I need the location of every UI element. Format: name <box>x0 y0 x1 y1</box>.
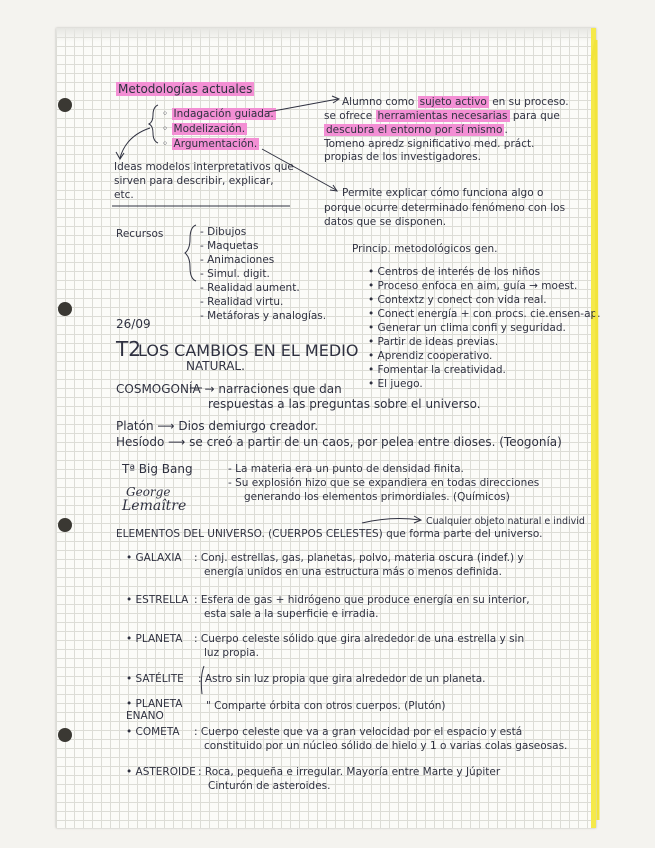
recurso-item: - Metáforas y analogías. <box>200 310 327 322</box>
cuerpo-desc: : Cuerpo celeste sólido que gira alrededor de una estrella y sin <box>194 633 525 645</box>
cuerpo-desc: : Conj. estrellas, gas, planetas, polvo, materia oscura (indef.) y <box>194 552 524 564</box>
recursos-label: Recursos <box>116 228 164 240</box>
platon-line: Platón ⟶ Dios demiurgo creador. <box>116 419 319 433</box>
bigbang-label: Tª Big Bang <box>122 462 193 476</box>
alumno-highlight: descubra el entorno por sí mismo <box>326 124 503 136</box>
bigbang-line: generando los elementos primordiales. (Químicos) <box>244 491 510 503</box>
principio-item: • Contextz y conect con vida real. <box>368 294 547 306</box>
recurso-item: - Realidad aument. <box>200 282 300 294</box>
alumno-line-1 <box>342 96 569 108</box>
bullet-glyph: ◦ <box>162 138 172 150</box>
cuerpo-desc: : Roca, pequeña e irregular. Mayoría entre Marte y Júpiter <box>198 766 501 778</box>
recurso-item: - Animaciones <box>200 254 275 266</box>
cuerpo-name: • PLANETA ENANO <box>126 698 183 722</box>
bullet-glyph: ◦ <box>162 123 172 135</box>
page-edge-highlight <box>591 28 596 828</box>
binder-hole <box>58 302 72 316</box>
alumno-highlight: herramientas necesarias <box>377 110 508 122</box>
alumno-line-2 <box>324 110 560 122</box>
ideas-line: Ideas modelos interpretativos que <box>114 161 294 173</box>
binder-hole <box>58 728 72 742</box>
principio-item: • Conect energía + con procs. cie.ensen-ap. <box>368 308 601 320</box>
cuerpo-name: • ESTRELLA <box>126 594 189 606</box>
alumno-highlight: sujeto activo <box>419 96 487 108</box>
alumno-text: . <box>504 124 508 136</box>
recurso-item: - Dibujos <box>200 226 247 238</box>
alumno-text: se ofrece <box>324 110 373 122</box>
permite-line: porque ocurre determinado fenómeno con los <box>324 202 566 214</box>
method-text: Argumentación. <box>173 138 258 150</box>
method-text: Modelización. <box>173 123 246 135</box>
cuerpo-desc: " Comparte órbita con otros cuerpos. (Plutón) <box>206 700 446 712</box>
cuerpo-name: • PLANETA <box>126 633 183 645</box>
recurso-item: - Simul. digit. <box>200 268 270 280</box>
alumno-text: para que <box>512 110 560 122</box>
cuerpo-desc: energía unidos en una estructura más o menos definida. <box>204 566 502 578</box>
cuerpo-name: • COMETA <box>126 726 180 738</box>
permite-line: datos que se disponen. <box>324 216 447 228</box>
cosmogonia-line: COSMOGONÍA → narraciones que dan <box>116 382 342 396</box>
ideas-line: sirven para describir, explicar, <box>114 175 274 187</box>
heading-metodologias <box>116 83 254 95</box>
cuerpo-desc: : Esfera de gas + hidrógeno que produce energía en su interior, <box>194 594 530 606</box>
page-shadow <box>56 28 596 42</box>
cosmogonia-line: respuestas a las preguntas sobre el universo. <box>208 397 481 411</box>
topic-number: T2 <box>116 337 141 361</box>
bullet-glyph: ◦ <box>162 108 172 120</box>
alumno-text: Alumno como <box>342 96 415 108</box>
topic-title-2: NATURAL. <box>186 359 245 373</box>
alumno-line-4: Tomeno apredz significativo med. práct. <box>324 138 535 150</box>
bigbang-line: - La materia era un punto de densidad finita. <box>228 463 464 475</box>
binder-hole <box>58 518 72 532</box>
principios-label: Princip. metodológicos gen. <box>352 243 498 255</box>
cuerpo-name: • SATÉLITE <box>126 673 184 685</box>
method-item <box>162 123 247 135</box>
date-note: 26/09 <box>116 317 151 331</box>
cuerpo-name: • ASTEROIDE <box>126 766 196 778</box>
permite-line: Permite explicar cómo funciona algo o <box>342 187 544 199</box>
principio-item: • El juego. <box>368 378 423 390</box>
cuerpo-desc: Cinturón de asteroides. <box>208 780 331 792</box>
alumno-text: en su proceso. <box>492 96 569 108</box>
recurso-item: - Maquetas <box>200 240 259 252</box>
ideas-line: etc. <box>114 189 134 201</box>
principio-item: • Fomentar la creatividad. <box>368 364 506 376</box>
cuerpo-desc: : Astro sin luz propia que gira alrededor de un planeta. <box>198 673 486 685</box>
elementos-note: Cualquier objeto natural e individ <box>426 516 585 527</box>
principio-item: • Aprendiz cooperativo. <box>368 350 493 362</box>
cuerpo-name: • GALAXIA <box>126 552 182 564</box>
cuerpo-desc: : Cuerpo celeste que va a gran velocidad por el espacio y está <box>194 726 523 738</box>
bigbang-line: - Su explosión hizo que se expandiera en todas direcciones <box>228 477 540 489</box>
elementos-label: ELEMENTOS DEL UNIVERSO. (CUERPOS CELESTES) que forma parte del universo. <box>116 528 543 540</box>
principio-item: • Generar un clima confi y seguridad. <box>368 322 566 334</box>
recurso-item: - Realidad virtu. <box>200 296 284 308</box>
bigbang-author: Lemaître <box>122 498 187 514</box>
principio-item: • Centros de interés de los niños <box>368 266 541 278</box>
method-item <box>162 138 259 150</box>
alumno-line-3 <box>324 124 508 136</box>
bigbang-author: George <box>126 485 171 499</box>
cuerpo-desc: luz propia. <box>204 647 259 659</box>
method-text: Indagación guiada. <box>173 108 274 120</box>
method-item <box>162 108 276 120</box>
topic-title-1: LOS CAMBIOS EN EL MEDIO <box>138 341 359 360</box>
binder-hole <box>58 98 72 112</box>
cuerpo-desc: constituido por un núcleo sólido de hielo y 1 o varias colas gaseosas. <box>204 740 568 752</box>
cuerpo-desc: esta sale a la superficie e irradia. <box>204 608 379 620</box>
alumno-line-5: propias de los investigadores. <box>324 151 481 163</box>
principio-item: • Partir de ideas previas. <box>368 336 499 348</box>
heading-text: Metodologías actuales <box>118 82 253 96</box>
hesiodo-line: Hesíodo ⟶ se creó a partir de un caos, por pelea entre dioses. (Teogonía) <box>116 435 562 449</box>
principio-item: • Proceso enfoca en aim, guía → moest. <box>368 280 578 292</box>
